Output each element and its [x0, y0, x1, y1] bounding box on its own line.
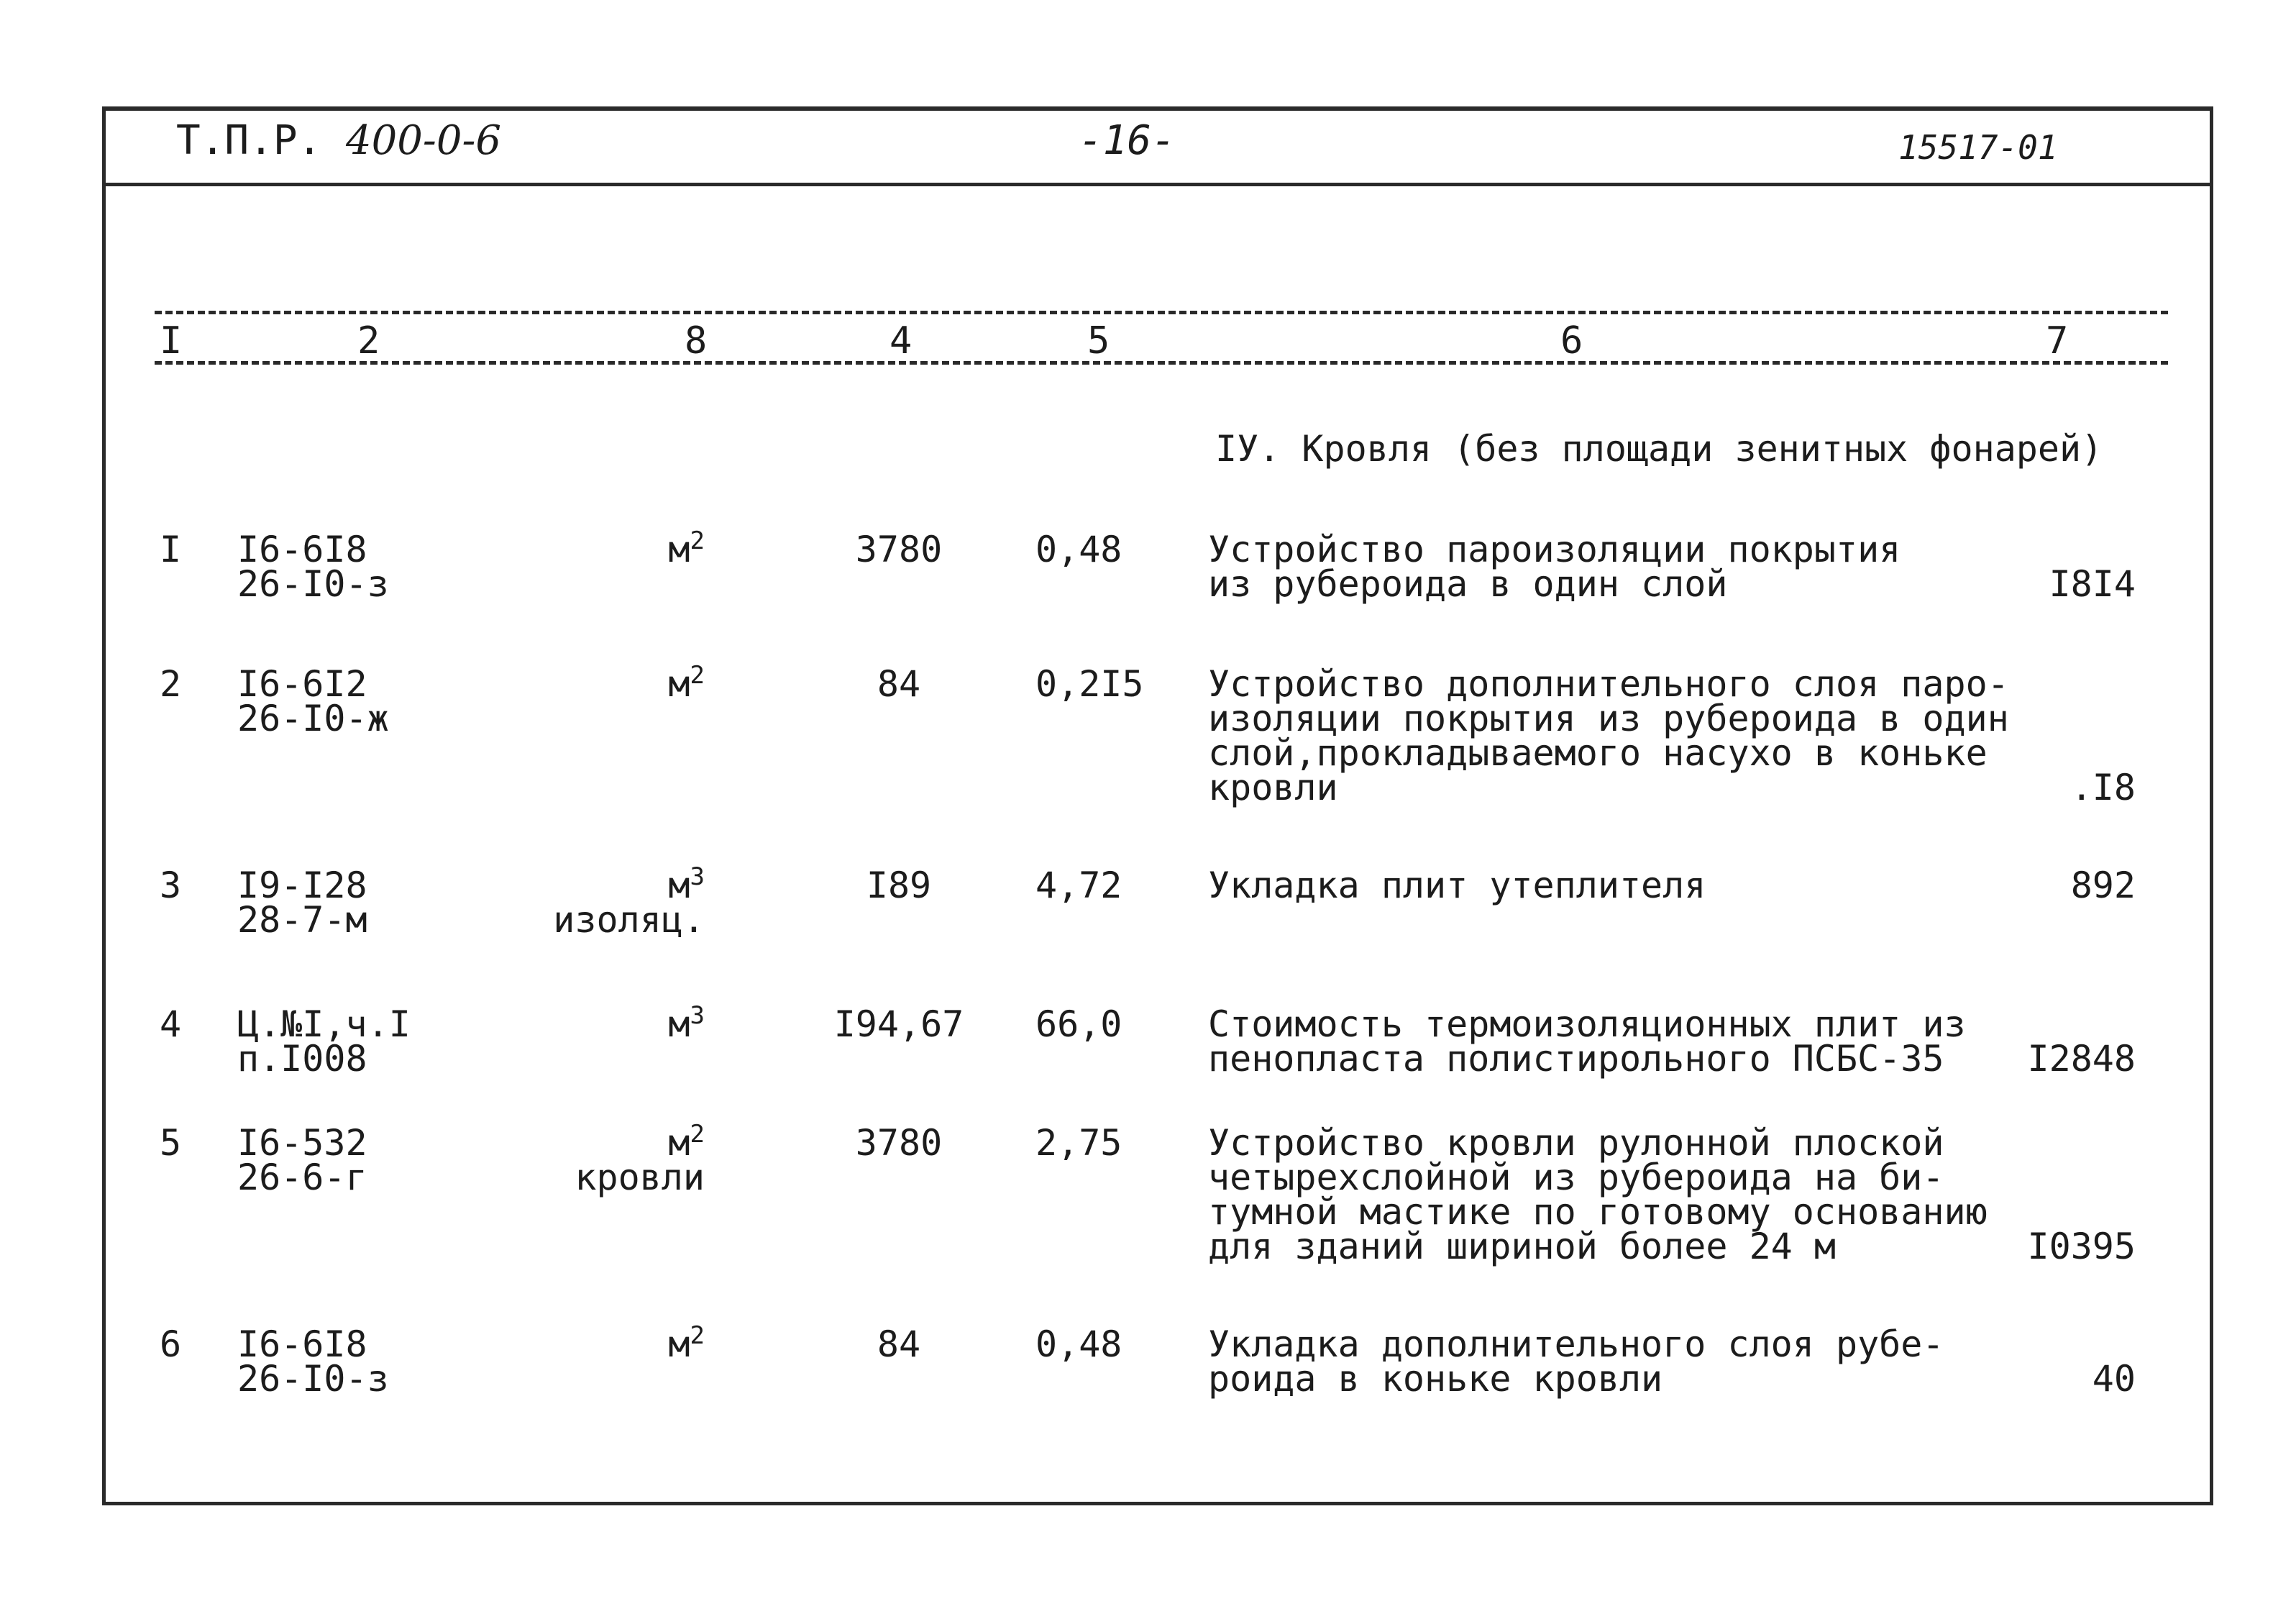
row-description-line: Устройство кровли рулонной плоской — [1208, 1122, 1944, 1164]
row-code: 26-I0-з — [237, 563, 389, 605]
row-description-line: Устройство дополнительного слоя паро- — [1208, 663, 2009, 705]
row-unit-price: 66,0 — [1035, 1003, 1122, 1045]
row-code: 26-I0-ж — [237, 698, 389, 739]
row-unit — [403, 661, 705, 705]
doc-label — [176, 117, 502, 164]
row-unit-power: 2 — [690, 1120, 705, 1149]
row-description-line: роида в коньке кровли — [1208, 1358, 1663, 1400]
row-description-line: для зданий шириной более 24 м — [1208, 1226, 1836, 1267]
row-unit-price: 4,72 — [1035, 865, 1122, 906]
row-unit-power: 3 — [690, 1001, 705, 1030]
row-unit-extra: кровли — [575, 1157, 705, 1198]
row-total: I2848 — [2027, 1038, 2136, 1080]
row-unit-symbol: м — [668, 1003, 690, 1045]
row-description-line: из рубероида в один слой — [1208, 563, 1728, 605]
row-unit-price: 0,48 — [1035, 1323, 1122, 1365]
row-number: 5 — [160, 1122, 182, 1164]
row-code: I6-6I2 — [237, 663, 367, 705]
row-code: 26-I0-з — [237, 1358, 389, 1400]
row-unit-price: 0,48 — [1035, 529, 1122, 570]
row-unit — [403, 862, 705, 906]
ref-number: 15517-01 — [1898, 128, 2058, 167]
row-total: I0395 — [2027, 1226, 2136, 1267]
row-unit-power: 2 — [690, 526, 705, 555]
page-number: -16- — [1079, 117, 1176, 164]
column-number-5: 5 — [1087, 319, 1110, 362]
row-description-line: Укладка дополнительного слоя рубе- — [1208, 1323, 1944, 1365]
row-unit-symbol: м — [668, 1122, 690, 1164]
row-total: 892 — [2070, 865, 2136, 906]
table-header-bottom-rule — [155, 361, 2168, 365]
row-total: 40 — [2092, 1358, 2136, 1400]
column-number-3: 8 — [685, 319, 708, 362]
row-unit-extra: изоляц. — [553, 899, 705, 941]
row-description-line: слой,прокладываемого насухо в коньке — [1208, 732, 1988, 774]
header-divider — [102, 183, 2213, 186]
row-unit-price: 2,75 — [1035, 1122, 1122, 1164]
row-code: 26-6-г — [237, 1157, 367, 1198]
column-number-6: 6 — [1560, 319, 1583, 362]
row-quantity: 3780 — [855, 529, 943, 570]
row-description-line: пенопласта полистирольного ПСБС-35 — [1208, 1038, 1944, 1080]
row-unit-symbol: м — [668, 865, 690, 906]
doc-label-text: Т.П.Р. — [176, 117, 322, 164]
row-code: I6-532 — [237, 1122, 367, 1164]
row-total: .I8 — [2070, 767, 2136, 808]
row-unit — [403, 526, 705, 570]
row-number: I — [160, 529, 182, 570]
row-unit-symbol: м — [668, 663, 690, 705]
column-number-4: 4 — [889, 319, 913, 362]
row-description-line: Устройство пароизоляции покрытия — [1208, 529, 1901, 570]
row-number: 2 — [160, 663, 182, 705]
row-unit-symbol: м — [668, 529, 690, 570]
row-description-line: изоляции покрытия из рубероида в один — [1208, 698, 2009, 739]
row-unit-power: 2 — [690, 661, 705, 690]
row-code: 28-7-м — [237, 899, 367, 941]
section-title: IУ. Кровля (без площади зенитных фонарей) — [1215, 428, 2103, 470]
row-number: 4 — [160, 1003, 182, 1045]
row-unit — [403, 1001, 705, 1045]
column-number-2: 2 — [357, 319, 380, 362]
row-description-line: тумной мастике по готовому основанию — [1208, 1191, 1988, 1233]
row-unit-power: 3 — [690, 862, 705, 891]
row-description-line: кровли — [1208, 767, 1338, 808]
column-number-7: 7 — [2046, 319, 2069, 362]
row-total: I8I4 — [2049, 563, 2136, 605]
row-quantity: 84 — [877, 1323, 921, 1365]
row-quantity: I94,67 — [833, 1003, 964, 1045]
row-number: 6 — [160, 1323, 182, 1365]
row-quantity: I89 — [866, 865, 932, 906]
row-description-line: Стоимость термоизоляционных плит из — [1208, 1003, 1966, 1045]
row-number: 3 — [160, 865, 182, 906]
row-description-line: четырехслойной из рубероида на би- — [1208, 1157, 1944, 1198]
row-code: I9-I28 — [237, 865, 367, 906]
row-quantity: 84 — [877, 663, 921, 705]
doc-number: 400-0-6 — [346, 117, 502, 164]
table-header-top-rule — [155, 311, 2168, 314]
row-description-line: Укладка плит утеплителя — [1208, 865, 1706, 906]
column-number-1: I — [160, 319, 183, 362]
row-code: Ц.№I,ч.I — [237, 1003, 411, 1045]
row-code: I6-6I8 — [237, 529, 367, 570]
row-unit-price: 0,2I5 — [1035, 663, 1144, 705]
row-unit-symbol: м — [668, 1323, 690, 1365]
row-code: п.I008 — [237, 1038, 367, 1080]
row-unit — [403, 1120, 705, 1164]
row-unit — [403, 1321, 705, 1365]
row-code: I6-6I8 — [237, 1323, 367, 1365]
page-frame — [102, 106, 2213, 1505]
row-quantity: 3780 — [855, 1122, 943, 1164]
row-unit-power: 2 — [690, 1321, 705, 1350]
